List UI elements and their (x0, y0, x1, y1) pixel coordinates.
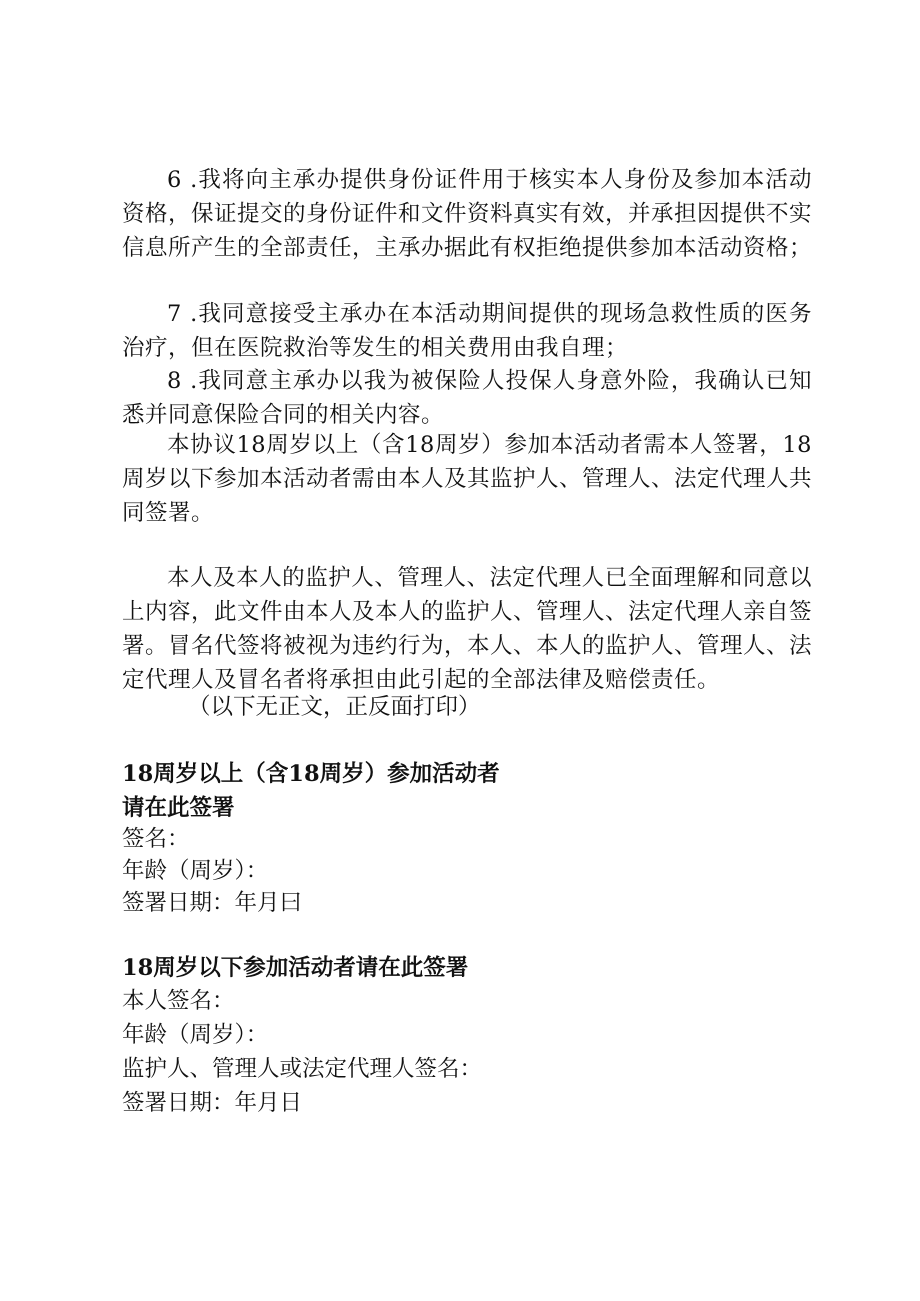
minor-age-field[interactable]: 年龄（周岁）： (122, 1022, 269, 1048)
adult-signature-field[interactable]: 签名： (122, 826, 190, 852)
declaration-paragraph: 本人及本人的监护人、管理人、法定代理人已全面理解和同意以上内容，此文件由本人及本人的监护人、管理人、法定代理人亲自签署。冒名代签将被视为违约行为，本人、本人的监护人、管理人、法定代理人及冒名者将承担由此引起的全部法律及赔偿责任。 (122, 565, 813, 693)
adult-section-heading: 18周岁以上（含18周岁）参加活动者 (122, 761, 500, 787)
clause-7: 7 .我同意接受主承办在本活动期间提供的现场急救性质的医务治疗，但在医院救治等发生的相关费用由我自理； (122, 301, 812, 361)
minor-date-field[interactable]: 签署日期：年月日 (122, 1090, 303, 1116)
clause-6: 6 .我将向主承办提供身份证件用于核实本人身份及参加本活动资格，保证提交的身份证件和文件资料真实有效，并承担因提供不实信息所产生的全部责任，主承办据此有权拒绝提供参加本活动资格； (122, 167, 813, 261)
minor-section-heading: 18周岁以下参加活动者请在此签署 (122, 955, 469, 981)
guardian-signature-field[interactable]: 监护人、管理人或法定代理人签名： (122, 1056, 483, 1082)
end-note: （以下无正文，正反面打印） (188, 694, 481, 720)
adult-section-heading-2: 请在此签署 (122, 795, 235, 821)
adult-age-field[interactable]: 年龄（周岁）： (122, 858, 269, 884)
minor-self-signature-field[interactable]: 本人签名： (122, 988, 235, 1014)
adult-date-field[interactable]: 签署日期：年月曰 (122, 890, 303, 916)
signing-requirement: 本协议18周岁以上（含18周岁）参加本活动者需本人签署，18周岁以下参加本活动者需由本人及其监护人、管理人、法定代理人共同签署。 (122, 432, 813, 526)
clause-8: 8 .我同意主承办以我为被保险人投保人身意外险，我确认已知悉并同意保险合同的相关内容。 (122, 368, 812, 428)
